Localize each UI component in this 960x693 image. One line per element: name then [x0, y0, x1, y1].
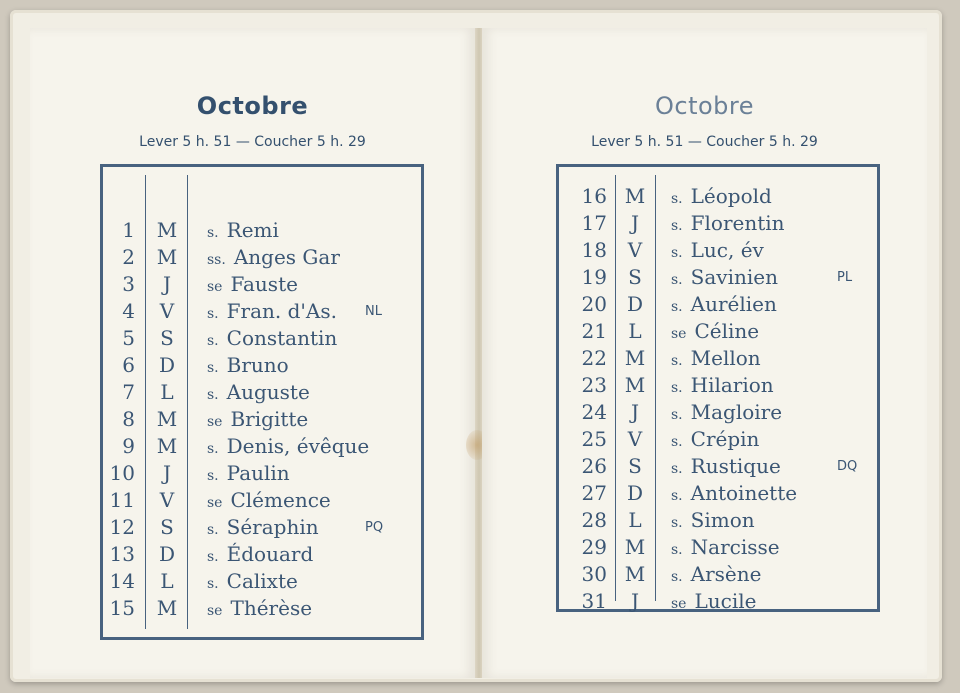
day-row [103, 298, 421, 325]
weekday-letter: J [162, 272, 172, 296]
saint-prefix: s. [207, 225, 219, 241]
saint-name: Denis, évêque [226, 434, 370, 458]
weekday-letter: M [156, 218, 178, 242]
saint-entry [671, 183, 772, 213]
weekday-letter: M [624, 535, 646, 559]
weekday-letter: L [628, 319, 642, 343]
saint-prefix: ss. [207, 252, 226, 268]
moon-phase-label: PL [837, 270, 853, 285]
day-number: 16 [581, 184, 607, 208]
saint-name: Édouard [226, 542, 314, 566]
day-number: 2 [122, 245, 135, 269]
day-number: 15 [109, 596, 135, 620]
weekday-letter: V [159, 488, 175, 512]
saint-name: Paulin [226, 461, 290, 485]
day-number: 27 [581, 481, 607, 505]
day-row [559, 372, 877, 399]
moon-phase-label: DQ [837, 459, 858, 474]
day-row [559, 183, 877, 210]
day-row [559, 561, 877, 588]
saint-name: Fran. d'As. [226, 299, 337, 323]
day-row [559, 534, 877, 561]
saint-name: Florentin [690, 211, 785, 235]
weekday-letter: L [628, 508, 642, 532]
saint-name: Céline [694, 319, 760, 343]
day-row [103, 244, 421, 271]
day-number: 14 [109, 569, 135, 593]
saint-name: Narcisse [690, 535, 780, 559]
day-number: 9 [122, 434, 135, 458]
day-number: 30 [581, 562, 607, 586]
saint-prefix: s. [671, 218, 683, 234]
saint-entry [207, 406, 308, 436]
day-row [103, 379, 421, 406]
right-month-title: Octobre [654, 92, 755, 120]
saint-name: Lucile [694, 589, 757, 613]
saint-prefix: s. [671, 299, 683, 315]
left-page [30, 28, 475, 678]
weekday-letter: M [624, 562, 646, 586]
weekday-letter: J [630, 589, 640, 613]
day-row [559, 507, 877, 534]
saint-name: Magloire [690, 400, 783, 424]
saint-name: Calixte [226, 569, 298, 593]
saint-entry [671, 291, 777, 321]
saint-entry [671, 507, 755, 537]
day-row [103, 568, 421, 595]
day-number: 4 [122, 299, 135, 323]
day-number: 18 [581, 238, 607, 262]
saint-entry [671, 561, 761, 591]
day-row [103, 433, 421, 460]
day-row [103, 352, 421, 379]
saint-entry [671, 453, 781, 483]
saint-name: Savinien [690, 265, 778, 289]
right-page [482, 28, 927, 678]
day-number: 7 [122, 380, 135, 404]
right-sun-times: Lever 5 h. 51 — Coucher 5 h. 29 [591, 134, 818, 150]
day-row [559, 264, 877, 291]
day-number: 17 [581, 211, 607, 235]
saint-name: Auguste [226, 380, 310, 404]
left-sun-times: Lever 5 h. 51 — Coucher 5 h. 29 [139, 134, 366, 150]
weekday-letter: D [626, 292, 644, 316]
saint-prefix: se [207, 414, 223, 430]
weekday-letter: V [159, 299, 175, 323]
saint-entry [671, 210, 785, 240]
saint-prefix: s. [207, 522, 219, 538]
day-number: 10 [109, 461, 135, 485]
saint-name: Séraphin [226, 515, 319, 539]
saint-prefix: s. [671, 407, 683, 423]
saint-prefix: s. [207, 441, 219, 457]
moon-phase-label: NL [365, 304, 382, 319]
weekday-letter: L [160, 380, 174, 404]
saint-entry [671, 480, 797, 510]
saint-prefix: se [207, 279, 223, 295]
saint-name: Rustique [690, 454, 781, 478]
day-row [103, 541, 421, 568]
saint-name: Clémence [230, 488, 331, 512]
saint-name: Arsène [690, 562, 762, 586]
weekday-letter: M [624, 373, 646, 397]
day-number: 6 [122, 353, 135, 377]
saint-prefix: s. [671, 380, 683, 396]
saint-name: Brigitte [230, 407, 309, 431]
left-month-title: Octobre [196, 92, 309, 120]
saint-entry [671, 426, 759, 456]
weekday-letter: S [160, 326, 174, 350]
saint-entry [671, 399, 782, 429]
saint-name: Constantin [226, 326, 338, 350]
saint-entry [207, 352, 289, 382]
saint-prefix: s. [671, 488, 683, 504]
saint-prefix: se [207, 495, 223, 511]
weekday-letter: D [158, 353, 176, 377]
saint-entry [207, 460, 290, 490]
saint-prefix: s. [671, 461, 683, 477]
weekday-letter: J [630, 400, 640, 424]
day-number: 20 [581, 292, 607, 316]
saint-prefix: se [207, 603, 223, 619]
saint-entry [671, 264, 778, 294]
weekday-letter: M [624, 184, 646, 208]
day-number: 23 [581, 373, 607, 397]
saint-name: Remi [226, 218, 279, 242]
saint-entry [207, 325, 337, 355]
day-number: 29 [581, 535, 607, 559]
day-number: 26 [581, 454, 607, 478]
saint-prefix: s. [671, 272, 683, 288]
saint-prefix: s. [671, 515, 683, 531]
day-row [103, 217, 421, 244]
day-row [559, 345, 877, 372]
weekday-letter: J [630, 211, 640, 235]
saint-entry [671, 588, 756, 618]
saint-entry [671, 534, 780, 564]
day-row [559, 426, 877, 453]
weekday-letter: V [627, 238, 643, 262]
right-calendar-frame [556, 164, 880, 612]
moon-phase-label: PQ [365, 520, 384, 535]
saint-prefix: s. [207, 576, 219, 592]
weekday-letter: D [626, 481, 644, 505]
weekday-letter: M [156, 245, 178, 269]
saint-prefix: s. [671, 434, 683, 450]
weekday-letter: V [627, 427, 643, 451]
saint-name: Thérèse [230, 596, 313, 620]
day-row [559, 318, 877, 345]
saint-entry [207, 244, 340, 274]
day-number: 19 [581, 265, 607, 289]
day-row [103, 406, 421, 433]
weekday-letter: S [628, 265, 642, 289]
day-number: 13 [109, 542, 135, 566]
weekday-letter: M [624, 346, 646, 370]
day-number: 24 [581, 400, 607, 424]
day-row [559, 237, 877, 264]
saint-entry [671, 372, 774, 402]
saint-entry [671, 345, 761, 375]
day-row [103, 460, 421, 487]
saint-name: Mellon [690, 346, 761, 370]
saint-entry [207, 568, 298, 598]
day-row [559, 588, 877, 615]
saint-entry [207, 487, 331, 517]
saint-prefix: s. [671, 191, 683, 207]
saint-name: Simon [690, 508, 755, 532]
weekday-letter: M [156, 596, 178, 620]
saint-name: Bruno [226, 353, 289, 377]
day-number: 5 [122, 326, 135, 350]
day-number: 3 [122, 272, 135, 296]
day-row [103, 514, 421, 541]
day-number: 11 [109, 488, 135, 512]
day-number: 1 [122, 218, 135, 242]
saint-prefix: s. [207, 549, 219, 565]
day-number: 21 [581, 319, 607, 343]
day-row [559, 291, 877, 318]
saint-entry [207, 433, 369, 463]
day-row [103, 595, 421, 622]
weekday-letter: M [156, 407, 178, 431]
left-calendar-frame [100, 164, 424, 640]
day-row [559, 453, 877, 480]
saint-entry [207, 595, 312, 625]
saint-prefix: s. [671, 569, 683, 585]
saint-name: Crépin [690, 427, 760, 451]
saint-prefix: s. [207, 360, 219, 376]
day-number: 25 [581, 427, 607, 451]
weekday-letter: S [160, 515, 174, 539]
saint-prefix: se [671, 326, 687, 342]
day-row [559, 210, 877, 237]
weekday-letter: D [158, 542, 176, 566]
day-number: 31 [581, 589, 607, 613]
saint-entry [207, 514, 319, 544]
saint-entry [207, 379, 310, 409]
day-number: 12 [109, 515, 135, 539]
weekday-letter: L [160, 569, 174, 593]
day-number: 22 [581, 346, 607, 370]
saint-prefix: s. [671, 245, 683, 261]
saint-prefix: s. [207, 387, 219, 403]
saint-name: Luc, év [690, 238, 764, 262]
saint-name: Anges Gar [233, 245, 340, 269]
saint-entry [207, 541, 313, 571]
saint-entry [671, 318, 759, 348]
calendar-booklet [10, 10, 942, 682]
saint-prefix: s. [671, 542, 683, 558]
weekday-letter: M [156, 434, 178, 458]
saint-entry [207, 271, 298, 301]
day-row [103, 487, 421, 514]
saint-prefix: s. [207, 468, 219, 484]
day-row [559, 480, 877, 507]
saint-name: Antoinette [690, 481, 798, 505]
day-number: 8 [122, 407, 135, 431]
saint-entry [207, 217, 279, 247]
saint-entry [207, 298, 337, 328]
saint-prefix: s. [671, 353, 683, 369]
day-row [103, 325, 421, 352]
saint-prefix: s. [207, 333, 219, 349]
saint-name: Hilarion [690, 373, 774, 397]
day-row [103, 271, 421, 298]
day-row [559, 399, 877, 426]
saint-name: Léopold [690, 184, 772, 208]
saint-prefix: s. [207, 306, 219, 322]
saint-name: Aurélien [690, 292, 777, 316]
weekday-letter: S [628, 454, 642, 478]
saint-name: Fauste [230, 272, 298, 296]
saint-entry [671, 237, 764, 267]
day-number: 28 [581, 508, 607, 532]
weekday-letter: J [162, 461, 172, 485]
saint-prefix: se [671, 596, 687, 612]
